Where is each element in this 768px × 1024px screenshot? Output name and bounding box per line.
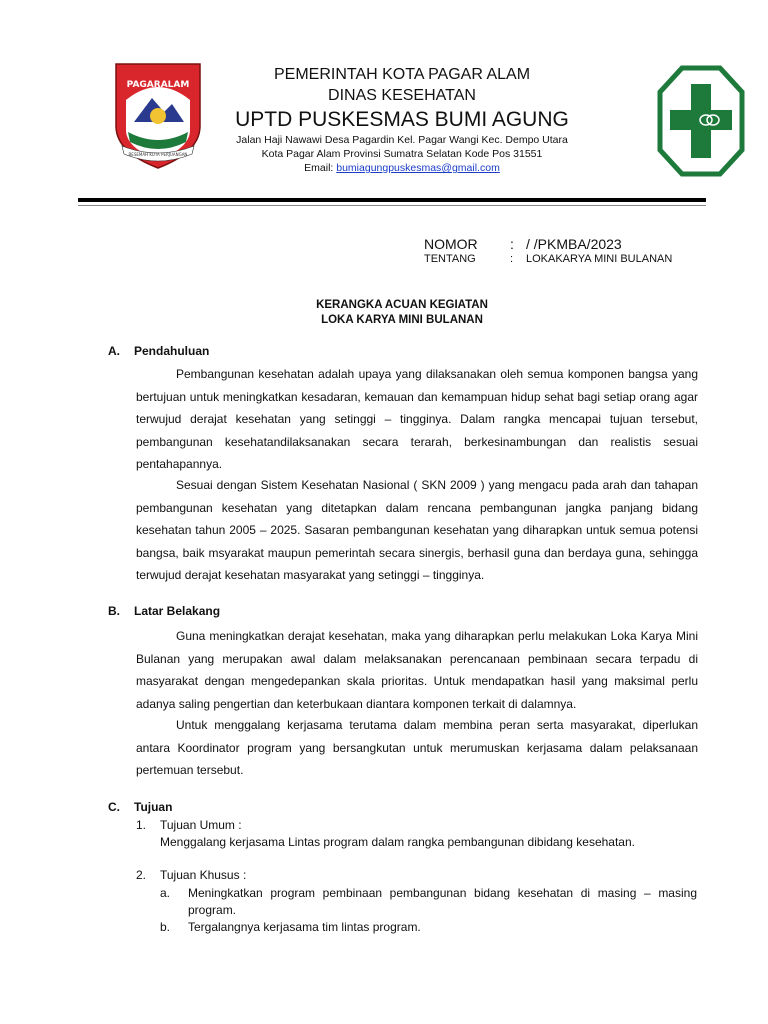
- letterhead-department: DINAS KESEHATAN: [328, 87, 476, 104]
- letterhead-thin-rule: [78, 205, 706, 206]
- letterhead-address-1: Jalan Haji Nawawi Desa Pagardin Kel. Pagar Wangi Kec. Dempo Utara: [236, 134, 568, 146]
- tentang-colon: :: [510, 253, 514, 265]
- nomor-row: [424, 236, 622, 252]
- goal-2b-number: b.: [160, 920, 171, 934]
- section-c-letter: C.: [108, 800, 120, 814]
- goal-2a-number: a.: [160, 886, 171, 900]
- letterhead-thick-rule: [78, 198, 706, 202]
- document-title: [200, 298, 604, 328]
- letterhead-institution: UPTD PUSKESMAS BUMI AGUNG: [235, 108, 569, 131]
- city-emblem-logo: [112, 60, 204, 172]
- section-b-title: Latar Belakang: [134, 604, 221, 618]
- goal-2b-text: Tergalangnya kerjasama tim lintas program.: [188, 920, 421, 934]
- letterhead: [200, 64, 604, 175]
- section-a-title: Pendahuluan: [134, 344, 210, 358]
- tentang-row: [424, 253, 672, 265]
- tentang-value: LOKAKARYA MINI BULANAN: [526, 253, 673, 265]
- email-link[interactable]: bumiagungpuskesmas@gmail.com: [336, 162, 500, 174]
- letterhead-government: PEMERINTAH KOTA PAGAR ALAM: [273, 66, 531, 83]
- logo-left-text: PAGARALAM: [126, 80, 190, 90]
- letterhead-email-line: [200, 161, 604, 175]
- goal-1-label: Tujuan Umum :: [160, 818, 242, 832]
- section-b-paragraph-1: [136, 625, 698, 715]
- nomor-colon: :: [510, 236, 514, 252]
- nomor-value: / /PKMBA/2023: [526, 236, 622, 252]
- section-a-heading: [108, 344, 209, 358]
- goal-2-label: Tujuan Khusus :: [160, 868, 247, 882]
- section-b-heading: [108, 604, 220, 618]
- section-b-paragraph-1-text: Guna meningkatkan derajat kesehatan, maka yang diharapkan perlu melakukan Loka Karya Mini Bulanan yang merupakan awal dalam melaksanakan perencanaan pembinaan secara terpadu di masyarakat dengan mengedepankan skala prioritas. Untuk mendapatkan hasil yang maksimal perlu adanya saling pengertian dan keterbukaan diantara komponen terkait di dalamnya.: [136, 629, 698, 711]
- goal-2-number: 2.: [136, 868, 147, 882]
- logo-left-ribbon: BESEMAH KOTA PERJUANGAN: [128, 152, 188, 157]
- puskesmas-logo: [656, 62, 746, 180]
- section-c-heading: [108, 800, 172, 814]
- tentang-label: TENTANG: [424, 253, 476, 265]
- section-a-letter: A.: [108, 344, 120, 358]
- section-a-paragraph-2: [136, 474, 698, 587]
- section-b-paragraph-2-text: Untuk menggalang kerjasama terutama dalam membina peran serta masyarakat, diperlukan antara Koordinator program yang bersangkutan untuk merumuskan kerjasama dalam pelaksanaan pertemuan tersebut.: [136, 718, 698, 777]
- letterhead-address-2: Kota Pagar Alam Provinsi Sumatra Selatan Kode Pos 31551: [261, 148, 543, 160]
- title-line-1: KERANGKA ACUAN KEGIATAN: [316, 299, 488, 311]
- section-b-letter: B.: [108, 604, 120, 618]
- section-a-paragraph-2-text: Sesuai dengan Sistem Kesehatan Nasional ( SKN 2009 ) yang mengacu pada arah dan tahapan pembangunan kesehatan yang ditetapkan dalam rencana pembangunan jangka panjang bidang kesehatan tahun 2005 – 2025. Sasaran pembangunan kesehatan yang diharapkan untuk semua potensi bangsa, baik msyarakat maupun pemerintah secara sinergis, berhasil guna dan berdaya guna, sehingga terwujud derajat kesehatan masyarakat yang setinggi – tingginya.: [136, 478, 698, 582]
- section-a-paragraph-1: [136, 363, 698, 476]
- goal-1-text: Menggalang kerjasama Lintas program dalam rangka pembangunan dibidang kesehatan.: [160, 835, 635, 849]
- goal-1-label-row: [136, 817, 242, 834]
- section-b-paragraph-2: [136, 714, 698, 782]
- goal-2a-text: Meningkatkan program pembinaan pembangunan bidang kesehatan di masing – masing program.: [188, 886, 697, 917]
- title-line-2: LOKA KARYA MINI BULANAN: [321, 314, 483, 326]
- section-a-paragraph-1-text: Pembangunan kesehatan adalah upaya yang dilaksanakan oleh semua komponen bangsa yang bertujuan untuk meningkatkan kesadaran, kemauan dan kemampuan hidup sehat bagi setiap orang agar terwujud derajat kesehatan yang setinggi – tingginya. Dalam rangka mencapai tujuan tersebut, pembangunan kesehatandilaksanakan secara terarah, berkesinambungan dan realistis sesuai pentahapannya.: [136, 367, 698, 471]
- goal-2-label-row: [136, 867, 246, 884]
- section-c-title: Tujuan: [134, 800, 173, 814]
- nomor-label: NOMOR: [424, 236, 478, 252]
- email-label: Email:: [304, 162, 337, 174]
- goal-1-number: 1.: [136, 818, 147, 832]
